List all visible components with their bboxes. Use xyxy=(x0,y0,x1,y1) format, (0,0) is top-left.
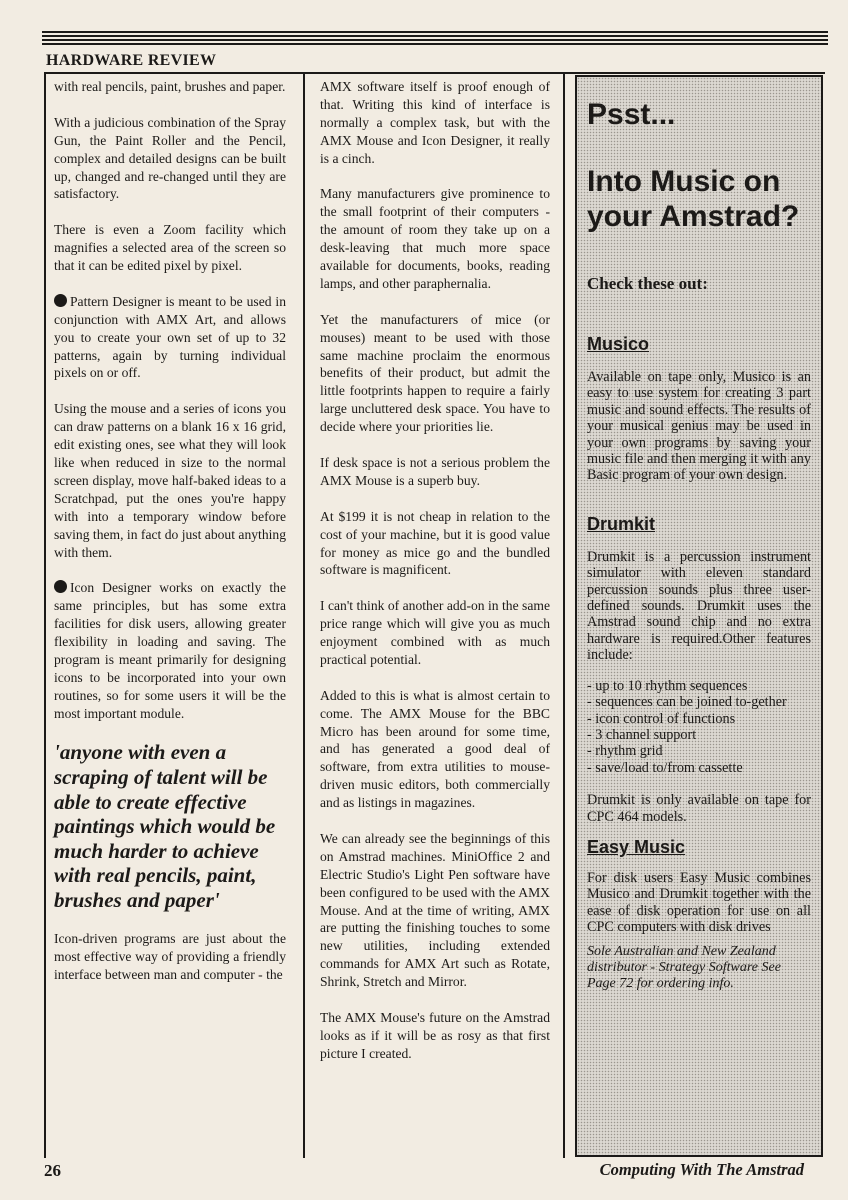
paragraph: Using the mouse and a series of icons you can draw patterns on a blank 16 x 16 grid, edit existing ones, see what they will look like when reduced in size to the normal screen display, move half-baked ideas to a Scratchpad, put the ones you're happy with into a temporary window before saving them, in fact do just about anything with them. xyxy=(54,401,286,560)
bullet-icon xyxy=(54,294,67,307)
page-number: 26 xyxy=(44,1161,61,1180)
list-item: - icon control of functions xyxy=(587,710,736,727)
header-rules xyxy=(42,31,828,47)
bullet-icon xyxy=(54,580,67,593)
drumkit-note: Drumkit is only available on tape for CPC 464 models. xyxy=(587,792,811,825)
list-item: - up to 10 rhythm sequences xyxy=(587,677,748,694)
paragraph: AMX software itself is proof enough of that. Writing this kind of interface is normally a complex task, but with the AMX Mouse and Icon Designer, it really is a cinch. xyxy=(320,79,550,166)
musico-title: Musico xyxy=(587,334,650,354)
paragraph: We can already see the beginnings of this on Amstrad machines. MiniOffice 2 and Electric Studio's Light Pen software have been configured to be used with the AMX Mouse. And at the time of writing, AMX are putting the finishing touches to some new utilities, including extended commands for AMX Art such as Rotate, Shrink, Stretch and Mirror. xyxy=(320,830,550,990)
paragraph-text: Pattern Designer is meant to be used in conjunction with AMX Art, and allows you to create your own set of up to 32 patterns, again by turning individual pixels on or off. xyxy=(54,293,286,381)
paragraph: At $199 it is not cheap in relation to the cost of your machine, but it is good value for money as mice go and the bundled software is magnificent. xyxy=(320,508,550,578)
article-column-1 xyxy=(54,78,286,1002)
pull-quote: 'anyone with even a scraping of talent will be able to create effective paintings which would be much harder to achieve with real pencils, paint, brushes and paper' xyxy=(54,740,276,912)
magazine-name: Computing With The Amstrad xyxy=(599,1160,804,1179)
section-title: HARDWARE REVIEW xyxy=(46,52,217,69)
paragraph: with real pencils, paint, brushes and paper. xyxy=(54,79,286,94)
paragraph: I can't think of another add-on in the same price range which will give you as much enjoyment combined with as much practical potential. xyxy=(320,598,550,667)
bullet-paragraph xyxy=(54,293,286,383)
musico-text: Available on tape only, Musico is an easy to use system for creating 3 part music and sound effects. The results of your musical genius may be used in your own programs by saving your music file and then merging it with any Basic program of your own design. xyxy=(587,369,811,484)
column-divider-left xyxy=(44,72,46,1158)
bullet-paragraph xyxy=(54,579,286,722)
paragraph: If desk space is not a serious problem the AMX Mouse is a superb buy. xyxy=(320,454,550,488)
paragraph: Many manufacturers give prominence to the small footprint of their computers - the amount of room they take up on a desk-leaving that much more space available for documents, books, reading lamps, and other paraphernalia. xyxy=(320,186,550,291)
list-item: - 3 channel support xyxy=(587,726,697,743)
list-item: - sequences can be joined to-gether xyxy=(587,694,787,711)
ad-psst: Psst... xyxy=(587,98,676,131)
drumkit-features xyxy=(587,678,811,776)
paragraph: With a judicious combination of the Spray Gun, the Paint Roller and the Pencil, complex and detailed designs can be built up, changed and re-changed until they are satisfactory. xyxy=(54,114,286,202)
ad-check: Check these out: xyxy=(587,274,708,293)
easy-music-text: For disk users Easy Music combines Musico and Drumkit together with the ease of disk operation for use on all CPC computers with disk drives xyxy=(587,869,811,936)
paragraph-text: Icon Designer works on exactly the same principles, but has some extra facilities for disk users, allowing greater flexibility in loading and saving. The program is meant primarily for designing icons to be incorporated into your own routines, so for some users it will be the most important module. xyxy=(54,580,286,721)
paragraph: Added to this is what is almost certain to come. The AMX Mouse for the BBC Micro has been around for some time, and has generated a good deal of software, from extra utilities to mouse-driven music editors, both commercially and as listings in magazines. xyxy=(320,687,550,811)
easy-music-title: Easy Music xyxy=(587,836,686,857)
paragraph: There is even a Zoom facility which magnifies a selected area of the screen so that it can be edited pixel by pixel. xyxy=(54,222,286,274)
paragraph: The AMX Mouse's future on the Amstrad looks as if it will be as rosy as that first picture I created. xyxy=(320,1010,550,1061)
article-column-2 xyxy=(320,78,550,1081)
ad-headline: Into Music on your Amstrad? xyxy=(587,165,800,233)
paragraph: Yet the manufacturers of mice (or mouses) meant to be used with those same machine proclaim the enormous benefits of their product, but admit the little footprints happen to require a fairly large uncluttered desk space. You have to decide where your priorities lie. xyxy=(320,311,550,435)
drumkit-text: Drumkit is a percussion instrument simulator with eleven standard percussion sounds plus three user-defined sounds. Drumkit uses the Amstrad sound chip and no extra hardware is required.Other features include: xyxy=(587,548,811,664)
column-divider-middle xyxy=(303,72,305,1158)
drumkit-title: Drumkit xyxy=(587,513,656,534)
paragraph: Icon-driven programs are just about the most effective way of providing a friendly interface between man and computer - the xyxy=(54,931,286,983)
list-item: - save/load to/from cassette xyxy=(587,759,743,776)
distributor-credit: Sole Australian and New Zealand distributor - Strategy Software See Page 72 for ordering info. xyxy=(587,943,781,991)
ad-sidebar xyxy=(575,75,823,1157)
column-divider-right xyxy=(563,72,565,1158)
list-item: - rhythm grid xyxy=(587,743,663,760)
